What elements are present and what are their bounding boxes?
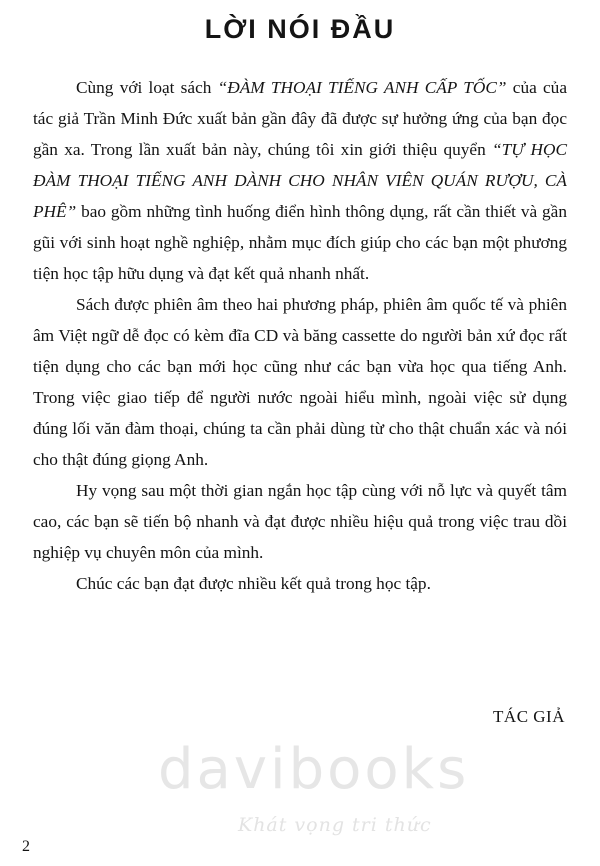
author-signature: TÁC GIẢ: [493, 707, 565, 726]
watermark-brand: davibooks: [158, 737, 470, 802]
watermark-tagline: Khát vọng tri thức: [238, 814, 432, 836]
book-title: “TỰ HỌC ĐÀM THOẠI TIẾNG ANH DÀNH CHO NHÂN VIÊN QUÁN RƯỢU, CÀ PHÊ”: [33, 140, 567, 221]
paragraph-1-text-c: bao gồm những tình huống điển hình thông dụng, rất cần thiết và gần gũi với sinh hoạt nghề nghiệp, nhằm mục đích giúp cho các bạn một phương tiện học tập hữu dụng và đạt kết quả nhanh nhất.: [33, 202, 567, 283]
preface-body: [33, 72, 567, 599]
page-number: 2: [22, 838, 30, 855]
page-title: LỜI NÓI ĐẦU: [204, 14, 396, 44]
paragraph-1-text-a: Cùng với loạt sách: [76, 78, 218, 97]
paragraph-4: Chúc các bạn đạt được nhiều kết quả trong học tập.: [76, 574, 431, 593]
paragraph-1: [33, 72, 567, 289]
paragraph-2: Sách được phiên âm theo hai phương pháp, phiên âm quốc tế và phiên âm Việt ngữ dễ đọc có kèm đĩa CD và băng cassette do người bản xứ đọc rất tiện dụng cho các bạn mới học cũng như các bạn vừa học qua tiếng Anh. Trong việc giao tiếp để người nước ngoài hiểu mình, ngoài việc sử dụng đúng lối văn đàm thoại, chúng ta cần phải dùng từ cho thật chuẩn xác và nói cho thật đúng giọng Anh.: [33, 295, 567, 469]
book-series-title: “ĐÀM THOẠI TIẾNG ANH CẤP TỐC”: [217, 78, 507, 97]
paragraph-3: Hy vọng sau một thời gian ngắn học tập cùng với nỗ lực và quyết tâm cao, các bạn sẽ tiến bộ nhanh và đạt được nhiều hiệu quả trong việc trau dồi nghiệp vụ chuyên môn của mình.: [33, 481, 567, 562]
paragraph-1-text-b: của của tác giả Trần Minh Đức xuất bản gần đây đã được sự hưởng ứng của bạn đọc gần xa. Trong lần xuất bản này, chúng tôi xin giới thiệu quyển: [33, 78, 567, 159]
